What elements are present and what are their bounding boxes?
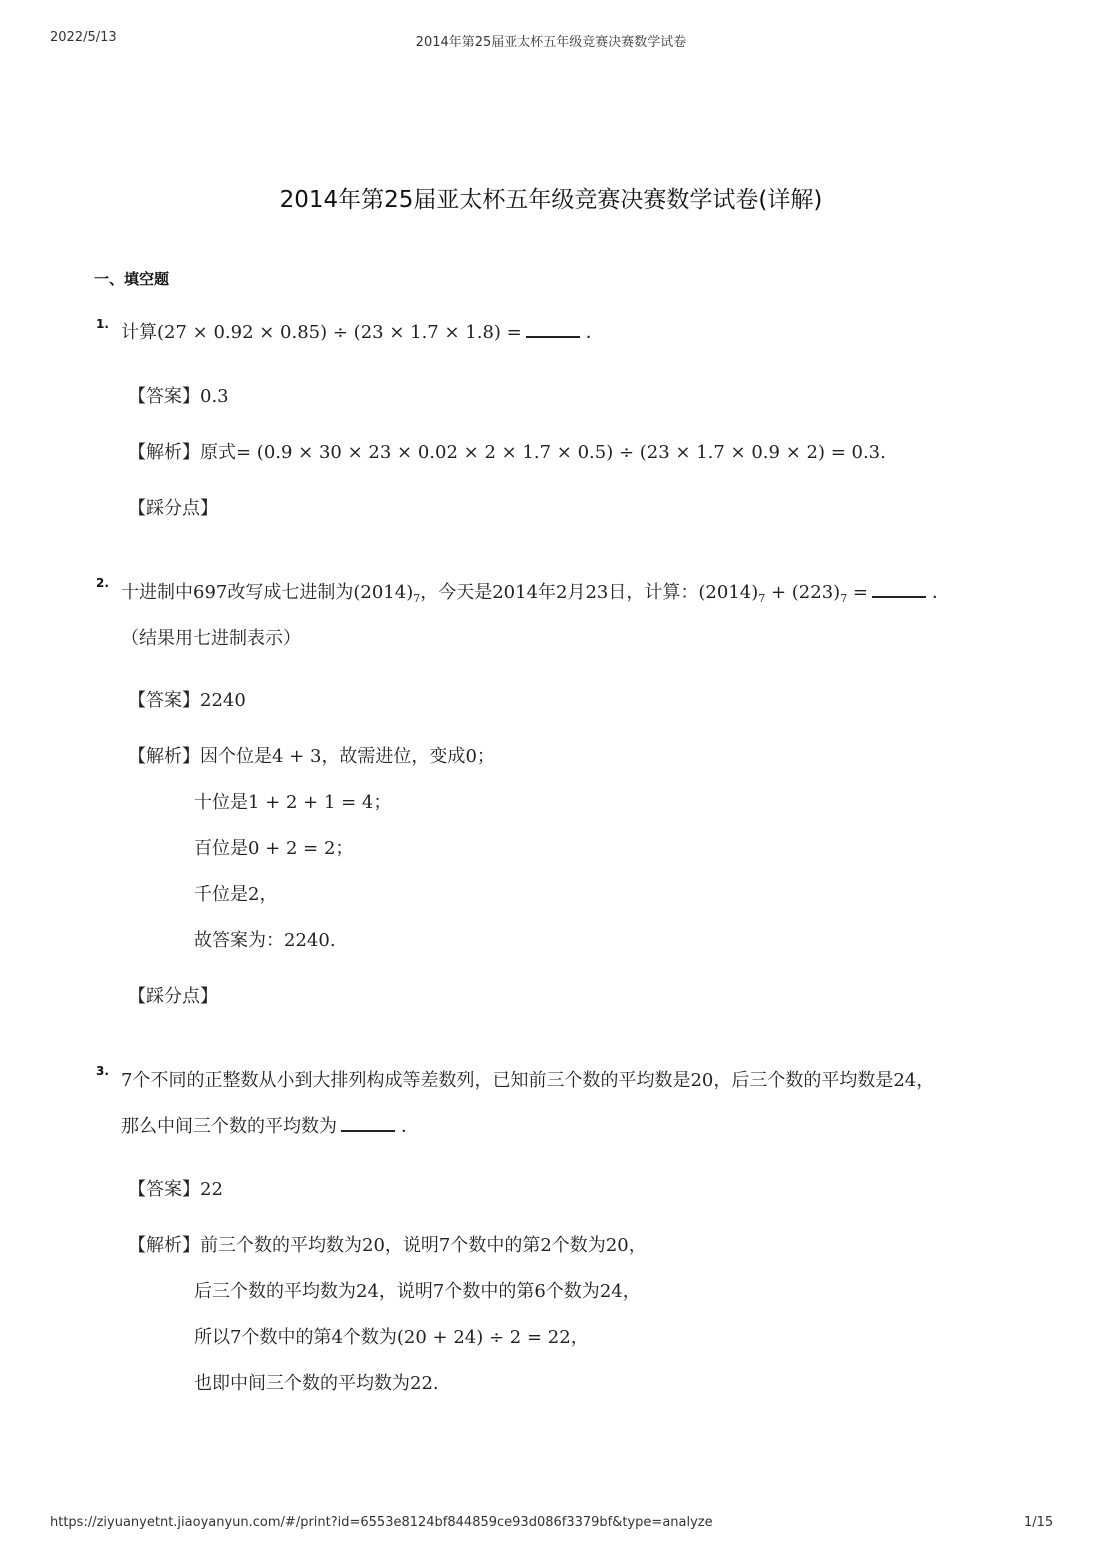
step-formula: 6 bbox=[534, 1281, 546, 1302]
analysis-step bbox=[194, 1277, 641, 1303]
analysis-line bbox=[128, 742, 495, 768]
question-number: 3. bbox=[96, 1064, 109, 1078]
step-text: ， bbox=[628, 1235, 647, 1256]
analysis-step bbox=[194, 834, 353, 860]
points-label: 【踩分点】 bbox=[128, 498, 218, 519]
step-text: ； bbox=[373, 792, 392, 813]
step-formula: 2 bbox=[540, 1235, 552, 1256]
step-formula: 4 bbox=[331, 1327, 343, 1348]
stem-text: 月 bbox=[567, 582, 586, 603]
stem-formula: (27 × 0.92 × 0.85) ÷ (23 × 1.7 × 1.8) = bbox=[157, 322, 522, 343]
stem-end: ． bbox=[585, 322, 604, 343]
question-stem-line2 bbox=[121, 1112, 419, 1138]
analysis-formula: = (0.9 × 30 × 23 × 0.02 × 2 × 1.7 × 0.5) ÷ (23 × 1.7 × 0.9 × 2) = 0.3 bbox=[236, 442, 881, 463]
base-subscript: 7 bbox=[758, 592, 766, 605]
stem-text: 个不同的正整数从小到大排列构成等差数列，已知前三个数的平均数是 bbox=[132, 1070, 691, 1091]
step-text: ，说明 bbox=[378, 1281, 433, 1302]
step-text: ， bbox=[622, 1281, 641, 1302]
step-text: 故答案为： bbox=[194, 930, 284, 951]
step-text: 前三个数的平均数为 bbox=[200, 1235, 362, 1256]
answer-label: 【答案】 bbox=[128, 1179, 200, 1200]
stem-text: 改写成七进制为 bbox=[227, 582, 354, 603]
step-text: . bbox=[432, 1373, 439, 1394]
step-text: 也即中间三个数的平均数为 bbox=[194, 1373, 410, 1394]
analysis-step bbox=[194, 788, 391, 814]
base-subscript: 7 bbox=[840, 592, 848, 605]
stem-number: 2014 bbox=[492, 582, 539, 603]
stem-number: 697 bbox=[193, 582, 228, 603]
step-formula: (20 + 24) ÷ 2 = 22 bbox=[396, 1327, 571, 1348]
base-subscript: 7 bbox=[413, 592, 421, 605]
stem-text: 年 bbox=[538, 582, 557, 603]
stem-end: ． bbox=[401, 1116, 419, 1137]
step-formula: 24 bbox=[356, 1281, 379, 1302]
step-formula: 20 bbox=[605, 1235, 629, 1256]
step-formula: 4 + 3 bbox=[272, 746, 322, 767]
stem-text: 那么中间三个数的平均数为 bbox=[121, 1116, 337, 1137]
analysis-step bbox=[194, 926, 336, 952]
step-text: ， bbox=[259, 884, 278, 905]
stem-text: 计算 bbox=[121, 322, 157, 343]
section-heading: 一、填空题 bbox=[94, 270, 170, 288]
step-formula: 7 bbox=[432, 1281, 445, 1302]
step-formula: 0 + 2 = 2 bbox=[248, 838, 336, 859]
stem-text: 日，计算： bbox=[608, 582, 699, 603]
step-formula: 1 + 2 + 1 = 4 bbox=[248, 792, 374, 813]
step-formula: 7 bbox=[230, 1327, 242, 1348]
step-text: 因个位是 bbox=[200, 746, 272, 767]
answer-blank bbox=[341, 1129, 395, 1132]
analysis-end: . bbox=[880, 442, 886, 463]
stem-text: ，后三个数的平均数是 bbox=[713, 1070, 894, 1091]
analysis-text: 原式 bbox=[200, 442, 236, 463]
stem-text: ， bbox=[916, 1070, 935, 1091]
step-text: ，故需进位，变成 bbox=[321, 746, 466, 767]
answer-line bbox=[128, 382, 229, 408]
answer-line bbox=[128, 1175, 223, 1201]
question-number: 1. bbox=[96, 317, 109, 331]
answer-value: 22 bbox=[200, 1179, 223, 1200]
step-formula: 22 bbox=[410, 1373, 433, 1394]
step-formula: 2240 bbox=[284, 930, 330, 951]
step-text: 个数为 bbox=[342, 1327, 397, 1348]
step-formula: 24 bbox=[599, 1281, 623, 1302]
step-text: 个数中的第 bbox=[450, 1235, 541, 1256]
step-text: 个数中的第 bbox=[241, 1327, 332, 1348]
step-text: ， bbox=[570, 1327, 589, 1348]
step-text: 百位是 bbox=[194, 838, 248, 859]
step-text: 所以 bbox=[194, 1327, 230, 1348]
print-footer-url: https://ziyuanyetnt.jiaoyanyun.com/#/print?id=6553e8124bf844859ce93d086f3379bf&type=analyze bbox=[50, 1515, 713, 1530]
step-formula: 2 bbox=[248, 884, 260, 905]
question-stem bbox=[121, 578, 950, 605]
analysis-step bbox=[194, 1323, 589, 1349]
answer-label: 【答案】 bbox=[128, 690, 200, 711]
step-formula: 20 bbox=[362, 1235, 385, 1256]
step-text: 个数为 bbox=[545, 1281, 600, 1302]
step-text: 千位是 bbox=[194, 884, 248, 905]
analysis-line bbox=[128, 438, 886, 464]
analysis-label: 【解析】 bbox=[128, 442, 200, 463]
question-number: 2. bbox=[96, 576, 109, 590]
answer-value: 0.3 bbox=[200, 386, 229, 407]
stem-number: 20 bbox=[690, 1070, 714, 1091]
step-text: 个数中的第 bbox=[444, 1281, 535, 1302]
page-number: 1/15 bbox=[1024, 1515, 1054, 1530]
step-text: . bbox=[329, 930, 336, 951]
print-date: 2022/5/13 bbox=[50, 30, 117, 45]
stem-number: 23 bbox=[585, 582, 609, 603]
step-text: 后三个数的平均数为 bbox=[194, 1281, 356, 1302]
answer-blank bbox=[526, 335, 580, 338]
question-stem bbox=[121, 1066, 934, 1092]
step-text: 个数为 bbox=[551, 1235, 606, 1256]
question-stem bbox=[121, 318, 604, 344]
points-label: 【踩分点】 bbox=[128, 986, 218, 1007]
step-text: 十位是 bbox=[194, 792, 248, 813]
analysis-label: 【解析】 bbox=[128, 746, 200, 767]
answer-label: 【答案】 bbox=[128, 386, 200, 407]
stem-formula: $(2014)_7 + (223)_7$ = bbox=[698, 582, 868, 605]
stem-number: 2 bbox=[556, 582, 568, 603]
step-text: ，说明 bbox=[384, 1235, 439, 1256]
analysis-label: 【解析】 bbox=[128, 1235, 200, 1256]
page-title: 2014年第25届亚太杯五年级竞赛决赛数学试卷(详解) bbox=[279, 187, 823, 213]
print-header-title: 2014年第25届亚太杯五年级竞赛决赛数学试卷 bbox=[415, 35, 687, 50]
answer-value: 2240 bbox=[200, 690, 246, 711]
stem-number: 24 bbox=[893, 1070, 917, 1091]
question-note: （结果用七进制表示） bbox=[121, 628, 301, 649]
analysis-step bbox=[194, 880, 277, 906]
stem-formula: $(2014)_7$ bbox=[353, 582, 421, 605]
step-text: ； bbox=[335, 838, 354, 859]
answer-blank bbox=[872, 595, 926, 598]
stem-text: 十进制中 bbox=[121, 582, 193, 603]
step-formula: 7 bbox=[438, 1235, 451, 1256]
step-formula: 0 bbox=[465, 746, 477, 767]
step-text: ； bbox=[476, 746, 495, 767]
stem-text: ，今天是 bbox=[420, 582, 493, 603]
stem-end: ． bbox=[932, 582, 950, 603]
answer-line bbox=[128, 686, 246, 712]
analysis-line bbox=[128, 1231, 647, 1257]
analysis-step bbox=[194, 1369, 439, 1395]
stem-number: 7 bbox=[121, 1070, 133, 1091]
